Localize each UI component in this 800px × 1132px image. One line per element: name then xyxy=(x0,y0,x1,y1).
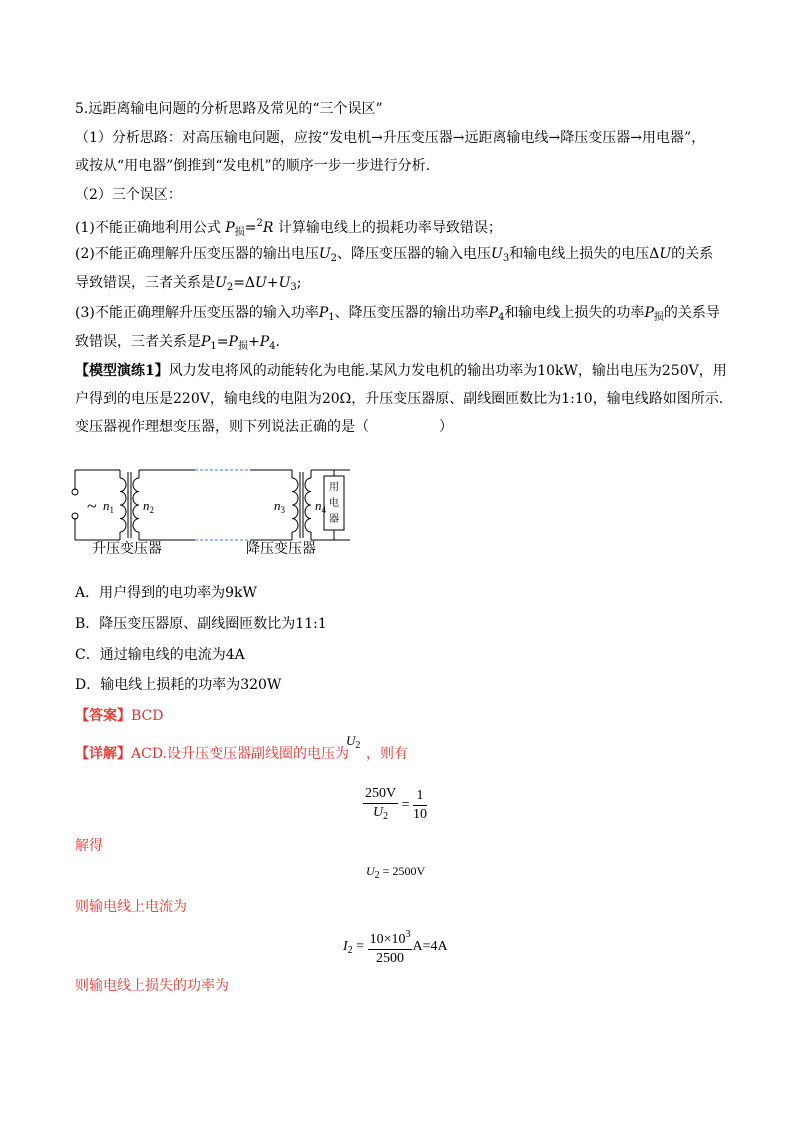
coil-n1 xyxy=(120,478,126,532)
section-heading: 5.远距离输电问题的分析思路及常见的“三个误区” xyxy=(75,101,383,117)
label-n2: $n_2$ xyxy=(143,498,154,515)
load-char-2: 电 xyxy=(329,498,339,509)
misconception-2-line-2: 导致错误，三者关系是$U_2=\Delta U+U_3$; xyxy=(75,275,302,293)
analysis-line-2: 或按从“用电器”倒推到“发电机”的顺序一步一步进行分析. xyxy=(75,158,431,174)
equation-2: $U_2 = 2500V$ xyxy=(366,864,426,881)
label-n3: $n_3$ xyxy=(274,498,285,515)
misconception-3-line-1: (3)不能正确理解升压变压器的输入功率$P_1$、降压变压器的输出功率$P_4$和输电线上损失的功率$P_损$的关系导 xyxy=(75,305,720,323)
solve-label: 解得 xyxy=(75,838,103,854)
ac-symbol: ~ xyxy=(87,496,97,516)
label-n1: $n_1$ xyxy=(103,498,114,515)
step-up-transformer-label: 升压变压器 xyxy=(92,541,162,557)
answer-line xyxy=(75,706,163,726)
detail-line: 【详解】ACD.设升压变压器副线圈的电压为 xyxy=(75,746,349,762)
load-char-1: 用 xyxy=(329,482,339,493)
misconception-3-line-2: 致错误，三者关系是$P_1=P_损+P_4$. xyxy=(75,334,280,352)
option-d: D．输电线上损耗的功率为320W xyxy=(75,677,282,693)
problem-line-3: 变压器视作理想变压器，则下列说法正确的是（ ） xyxy=(75,419,453,435)
answer-label: 【答案】 xyxy=(75,708,131,724)
problem-line-2: 户得到的电压是220V，输电线的电阻为20Ω，升压变压器原、副线圈匝数比为1:10，输电线路如图所示. xyxy=(75,391,724,407)
option-b: B．降压变压器原、副线圈匝数比为11:1 xyxy=(75,616,327,632)
option-c: C．通过输电线的电流为4A xyxy=(75,647,245,663)
detail-u2-symbol: $U_2$ xyxy=(346,733,361,751)
equation-3: $I_2$ = $\frac{10\times 10^3}{2500}$ A=4A xyxy=(343,926,448,968)
equation-1: $\frac{250V}{U_2}$ = $\frac{1}{10}$ xyxy=(365,786,428,822)
coil-n2 xyxy=(133,478,139,532)
misconception-1: (1)不能正确地利用公式 $P_损=^2R$ 计算输电线上的损耗功率导致错误； xyxy=(75,218,502,238)
label-n4: $n_4$ xyxy=(315,498,326,515)
problem-line-1: 【模型演练1】风力发电将风的动能转化为电能.某风力发电机的输出功率为10kW，输出电压为250V，用 xyxy=(75,363,727,379)
misconception-title: （2）三个误区： xyxy=(75,187,182,203)
analysis-line-1: （1）分析思路：对高压输电问题，应按“发电机→升压变压器→远距离输电线→降压变压器→用电器”， xyxy=(75,130,706,146)
option-a: A．用户得到的电功率为9kW xyxy=(75,585,257,601)
coil-n4 xyxy=(305,478,311,532)
load-char-3: 器 xyxy=(329,514,339,525)
answer-value: BCD xyxy=(131,708,164,724)
step-down-transformer-label: 降压变压器 xyxy=(246,541,316,557)
detail-label: 【详解】 xyxy=(75,746,131,762)
power-intro: 则输电线上损失的功率为 xyxy=(75,978,229,994)
problem-tag: 【模型演练1】 xyxy=(75,363,169,379)
misconception-2-line-1: (2)不能正确理解升压变压器的输出电压$U_2$、降压变压器的输入电压$U_3$和输电线上损失的电压ΔU的关系 xyxy=(75,246,714,264)
detail-text-post: ，则有 xyxy=(366,746,408,762)
coil-n3 xyxy=(292,478,298,532)
current-intro: 则输电线上电流为 xyxy=(75,899,187,915)
